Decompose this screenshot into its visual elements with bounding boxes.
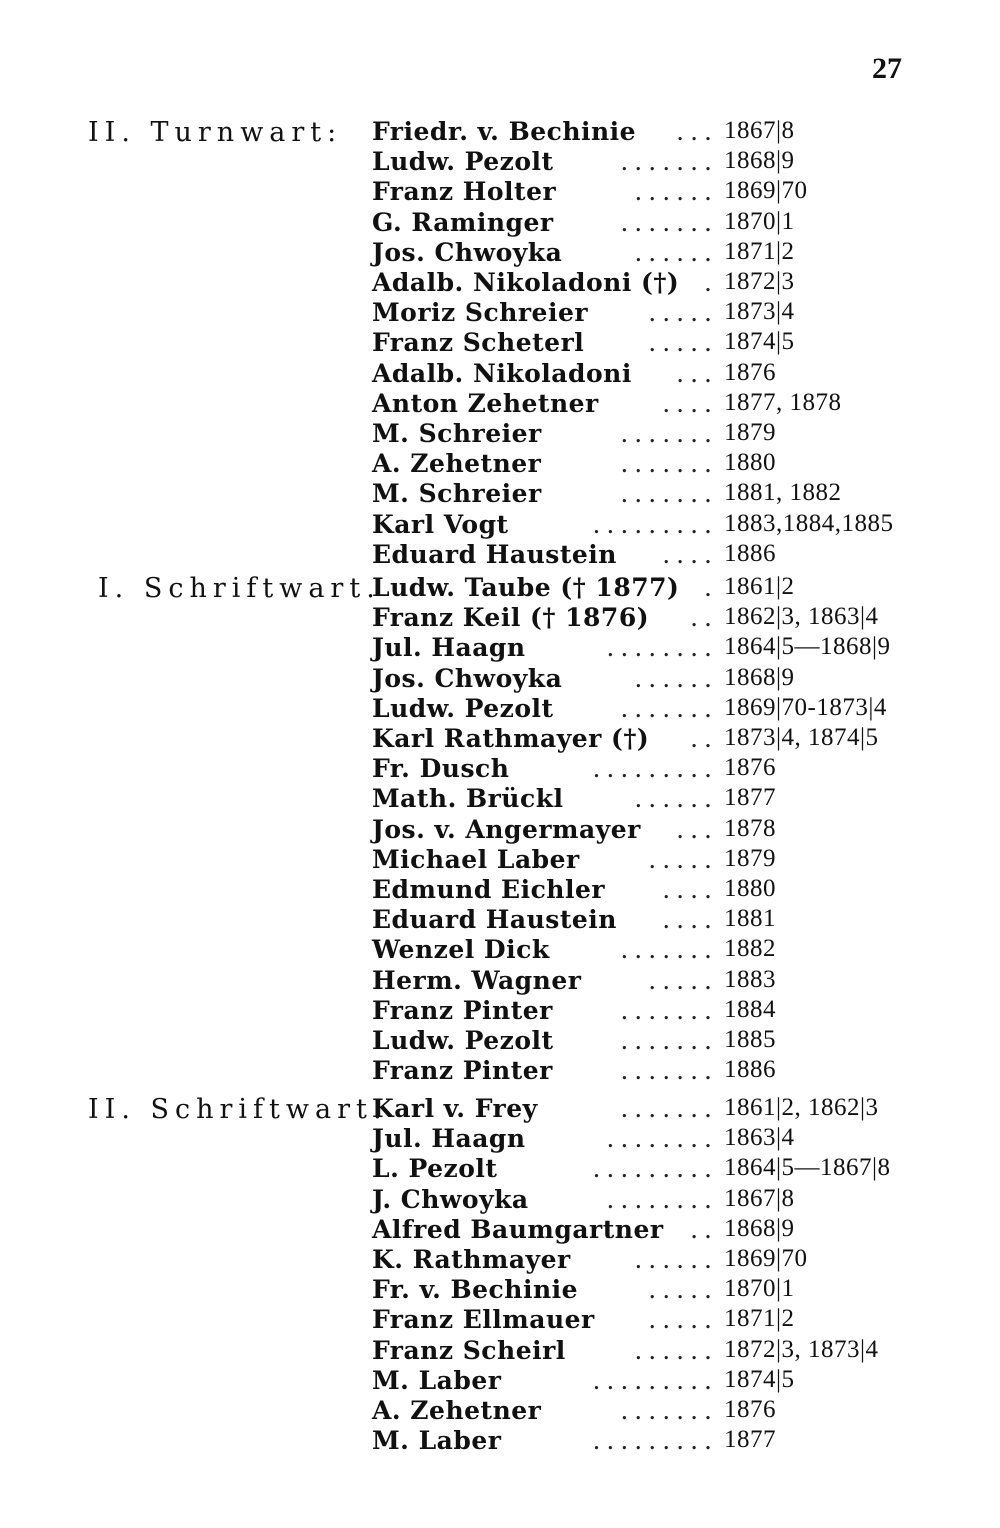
term-years: 1879 xyxy=(724,845,776,872)
list-item xyxy=(372,359,972,389)
section-title: I. Schriftwart. xyxy=(98,573,381,604)
person-name: Fr. Dusch xyxy=(372,754,510,783)
leader-dots: .. xyxy=(690,1215,718,1244)
list-item xyxy=(372,147,972,177)
term-years: 1877 xyxy=(724,1426,776,1453)
person-name: Michael Laber xyxy=(372,845,580,874)
leader-dots: ..... xyxy=(648,845,718,874)
person-name: L. Pezolt xyxy=(372,1154,498,1183)
leader-dots: ...... xyxy=(634,238,718,267)
term-years: 1881 xyxy=(724,905,776,932)
person-name: Math. Brückl xyxy=(372,784,564,813)
list-item xyxy=(372,784,972,814)
list-item xyxy=(372,996,972,1026)
leader-dots: ......... xyxy=(592,1426,718,1455)
person-name: Edmund Eichler xyxy=(372,875,606,904)
person-name: Karl Rathmayer (†) xyxy=(372,724,650,753)
leader-dots: ..... xyxy=(648,1305,718,1334)
leader-dots: ....... xyxy=(620,1396,718,1425)
list-item xyxy=(372,815,972,845)
list-item xyxy=(372,238,972,268)
leader-dots: ..... xyxy=(648,328,718,357)
list-item xyxy=(372,1366,972,1396)
list-item xyxy=(372,1185,972,1215)
term-years: 1876 xyxy=(724,359,776,386)
list-item xyxy=(372,117,972,147)
leader-dots: ......... xyxy=(592,754,718,783)
leader-dots: ....... xyxy=(620,694,718,723)
list-item xyxy=(372,298,972,328)
list-item xyxy=(372,633,972,663)
leader-dots: ....... xyxy=(620,208,718,237)
page-number: 27 xyxy=(872,52,902,85)
person-name: M. Schreier xyxy=(372,479,542,508)
term-years: 1880 xyxy=(724,449,776,476)
list-item xyxy=(372,1396,972,1426)
person-name: Moriz Schreier xyxy=(372,298,589,327)
person-name: G. Raminger xyxy=(372,208,554,237)
list-item xyxy=(372,1426,972,1456)
list-item xyxy=(372,1275,972,1305)
list-item xyxy=(372,1305,972,1335)
leader-dots: ...... xyxy=(634,1245,718,1274)
person-name: Ludw. Taube († 1877) xyxy=(372,573,680,602)
list-item xyxy=(372,1026,972,1056)
person-name: A. Zehetner xyxy=(372,449,542,478)
list-item xyxy=(372,905,972,935)
leader-dots: . xyxy=(704,573,718,602)
term-years: 1864|5—1868|9 xyxy=(724,633,891,660)
leader-dots: ..... xyxy=(648,298,718,327)
list-item xyxy=(372,1154,972,1184)
leader-dots: ....... xyxy=(620,1094,718,1123)
term-years: 1867|8 xyxy=(724,1185,795,1212)
term-years: 1872|3 xyxy=(724,268,795,295)
term-years: 1880 xyxy=(724,875,776,902)
list-item xyxy=(372,540,972,570)
leader-dots: ..... xyxy=(648,1275,718,1304)
person-name: Herm. Wagner xyxy=(372,966,582,995)
list-item xyxy=(372,935,972,965)
person-name: Karl Vogt xyxy=(372,510,509,539)
term-years: 1874|5 xyxy=(724,328,795,355)
person-name: Ludw. Pezolt xyxy=(372,147,554,176)
list-item xyxy=(372,510,972,540)
list-item xyxy=(372,1336,972,1366)
person-name: Ludw. Pezolt xyxy=(372,694,554,723)
list-item xyxy=(372,1215,972,1245)
term-years: 1879 xyxy=(724,419,776,446)
term-years: 1870|1 xyxy=(724,1275,795,1302)
leader-dots: ......... xyxy=(592,1366,718,1395)
leader-dots: ....... xyxy=(620,419,718,448)
leader-dots: ........ xyxy=(606,1124,718,1153)
person-name: Franz Holter xyxy=(372,177,557,206)
list-item xyxy=(372,754,972,784)
list-item xyxy=(372,328,972,358)
term-years: 1872|3, 1873|4 xyxy=(724,1336,879,1363)
term-years: 1861|2 xyxy=(724,573,795,600)
list-item xyxy=(372,694,972,724)
leader-dots: ....... xyxy=(620,147,718,176)
list-item xyxy=(372,1094,972,1124)
term-years: 1873|4 xyxy=(724,298,795,325)
term-years: 1868|9 xyxy=(724,664,795,691)
list-item xyxy=(372,845,972,875)
person-name: A. Zehetner xyxy=(372,1396,542,1425)
person-name: M. Laber xyxy=(372,1366,502,1395)
leader-dots: . xyxy=(704,268,718,297)
leader-dots: ....... xyxy=(620,479,718,508)
list-item xyxy=(372,208,972,238)
list-item xyxy=(372,389,972,419)
list-item xyxy=(372,875,972,905)
leader-dots: ....... xyxy=(620,449,718,478)
term-years: 1878 xyxy=(724,815,776,842)
leader-dots: ... xyxy=(676,815,718,844)
person-name: K. Rathmayer xyxy=(372,1245,571,1274)
person-name: Eduard Haustein xyxy=(372,540,617,569)
term-years: 1869|70 xyxy=(724,177,808,204)
leader-dots: .. xyxy=(690,603,718,632)
person-name: Karl v. Frey xyxy=(372,1094,538,1123)
list-item xyxy=(372,1056,972,1086)
term-years: 1869|70 xyxy=(724,1245,808,1272)
section-title: II. Schriftwart: xyxy=(88,1094,388,1125)
list-item xyxy=(372,1245,972,1275)
leader-dots: ....... xyxy=(620,996,718,1025)
person-name: Wenzel Dick xyxy=(372,935,550,964)
person-name: Franz Pinter xyxy=(372,996,553,1025)
person-name: Franz Pinter xyxy=(372,1056,553,1085)
term-years: 1868|9 xyxy=(724,147,795,174)
term-years: 1871|2 xyxy=(724,1305,795,1332)
person-name: Jos. v. Angermayer xyxy=(372,815,641,844)
leader-dots: .... xyxy=(662,540,718,569)
leader-dots: ...... xyxy=(634,177,718,206)
person-name: Adalb. Nikoladoni (†) xyxy=(372,268,680,297)
term-years: 1874|5 xyxy=(724,1366,795,1393)
list-item xyxy=(372,1124,972,1154)
term-years: 1870|1 xyxy=(724,208,795,235)
person-name: Franz Keil († 1876) xyxy=(372,603,650,632)
person-name: Adalb. Nikoladoni xyxy=(372,359,632,388)
list-item xyxy=(372,268,972,298)
list-item xyxy=(372,603,972,633)
leader-dots: .... xyxy=(662,389,718,418)
leader-dots: ........ xyxy=(606,633,718,662)
person-name: Ludw. Pezolt xyxy=(372,1026,554,1055)
leader-dots: ......... xyxy=(592,510,718,539)
section-title: II. Turnwart: xyxy=(88,117,343,148)
leader-dots: ....... xyxy=(620,935,718,964)
person-name: Franz Scheirl xyxy=(372,1336,566,1365)
leader-dots: ... xyxy=(676,359,718,388)
person-name: Anton Zehetner xyxy=(372,389,599,418)
term-years: 1885 xyxy=(724,1026,776,1053)
list-item xyxy=(372,664,972,694)
term-years: 1881, 1882 xyxy=(724,479,842,506)
term-years: 1869|70-1873|4 xyxy=(724,694,887,721)
list-item xyxy=(372,177,972,207)
person-name: Alfred Baumgartner xyxy=(372,1215,664,1244)
leader-dots: .... xyxy=(662,905,718,934)
term-years: 1864|5—1867|8 xyxy=(724,1154,891,1181)
person-name: Eduard Haustein xyxy=(372,905,617,934)
list-item xyxy=(372,479,972,509)
person-name: Jos. Chwoyka xyxy=(372,664,563,693)
term-years: 1883 xyxy=(724,966,776,993)
term-years: 1877, 1878 xyxy=(724,389,842,416)
person-name: Franz Ellmauer xyxy=(372,1305,595,1334)
leader-dots: ....... xyxy=(620,1026,718,1055)
person-name: J. Chwoyka xyxy=(372,1185,529,1214)
term-years: 1883,1884,1885 xyxy=(724,510,894,537)
leader-dots: ........ xyxy=(606,1185,718,1214)
term-years: 1884 xyxy=(724,996,776,1023)
list-item xyxy=(372,449,972,479)
person-name: Jos. Chwoyka xyxy=(372,238,563,267)
person-name: Jul. Haagn xyxy=(372,633,526,662)
list-item xyxy=(372,966,972,996)
leader-dots: ..... xyxy=(648,966,718,995)
term-years: 1876 xyxy=(724,1396,776,1423)
term-years: 1871|2 xyxy=(724,238,795,265)
list-item xyxy=(372,724,972,754)
term-years: 1873|4, 1874|5 xyxy=(724,724,879,751)
person-name: Fr. v. Bechinie xyxy=(372,1275,579,1304)
term-years: 1862|3, 1863|4 xyxy=(724,603,879,630)
term-years: 1877 xyxy=(724,784,776,811)
leader-dots: ...... xyxy=(634,664,718,693)
leader-dots: ...... xyxy=(634,1336,718,1365)
person-name: M. Schreier xyxy=(372,419,542,448)
term-years: 1861|2, 1862|3 xyxy=(724,1094,879,1121)
leader-dots: ....... xyxy=(620,1056,718,1085)
term-years: 1868|9 xyxy=(724,1215,795,1242)
term-years: 1867|8 xyxy=(724,117,795,144)
term-years: 1886 xyxy=(724,1056,776,1083)
term-years: 1876 xyxy=(724,754,776,781)
leader-dots: .. xyxy=(690,724,718,753)
person-name: M. Laber xyxy=(372,1426,502,1455)
person-name: Franz Scheterl xyxy=(372,328,585,357)
list-item xyxy=(372,419,972,449)
person-name: Friedr. v. Bechinie xyxy=(372,117,637,146)
leader-dots: .... xyxy=(662,875,718,904)
person-name: Jul. Haagn xyxy=(372,1124,526,1153)
term-years: 1863|4 xyxy=(724,1124,795,1151)
list-item xyxy=(372,573,972,603)
leader-dots: ...... xyxy=(634,784,718,813)
term-years: 1886 xyxy=(724,540,776,567)
leader-dots: ... xyxy=(676,117,718,146)
term-years: 1882 xyxy=(724,935,776,962)
leader-dots: ......... xyxy=(592,1154,718,1183)
